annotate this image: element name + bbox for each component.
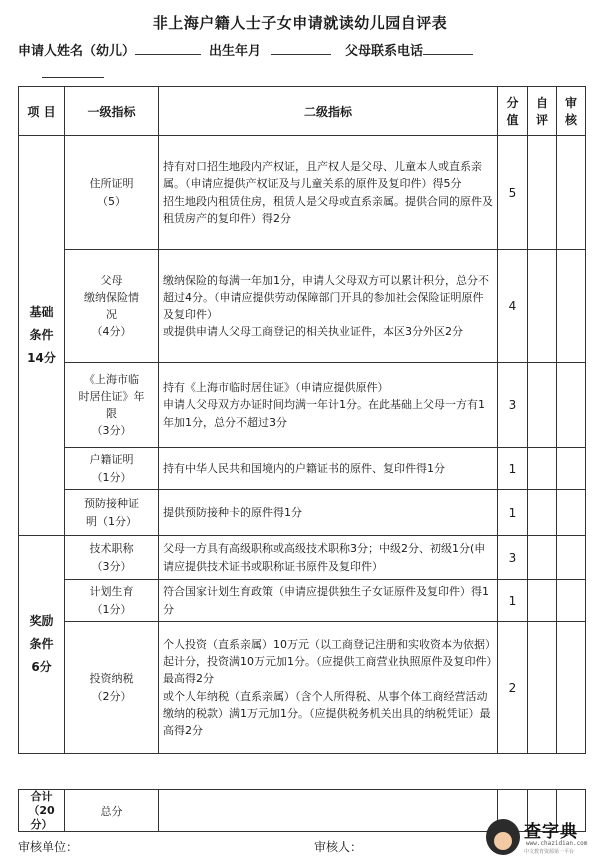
score-insurance: 4	[498, 250, 528, 363]
score-family-planning: 1	[498, 580, 528, 622]
self-eval-cell[interactable]	[528, 363, 557, 448]
header-self-eval: 自 评	[528, 87, 557, 136]
review-unit-label: 审核单位：	[18, 840, 79, 854]
self-eval-cell[interactable]	[528, 448, 557, 490]
level1-residence-proof: 住所证明 （5）	[65, 136, 159, 250]
table-row	[19, 490, 586, 536]
birth-date-label: 出生年月	[209, 44, 262, 59]
table-header-row	[19, 87, 586, 136]
review-cell[interactable]	[557, 363, 586, 448]
level2-temp-residence: 持有《上海市临时居住证》（申请应提供原件） 申请人父母双方办证时间均满一年计1分。在此基础上父母一方有1年加1分，总分不超过3分	[159, 363, 498, 448]
header-item: 项 目	[19, 87, 65, 136]
level2-residence-proof: 持有对口招生地段内产权证，且产权人是父母、儿童本人或直系亲属。（申请应提供产权证及与儿童关系的原件及复印件）得5分 招生地段内租赁住房，租赁人是父母或直系亲属。提供合同的原件及租赁房产的复印件）得2分	[159, 136, 498, 250]
review-cell[interactable]	[557, 136, 586, 250]
self-eval-cell[interactable]	[528, 490, 557, 536]
header-review: 审 核	[557, 87, 586, 136]
level2-family-planning: 符合国家计划生育政策（申请应提供独生子女证原件及复印件）得1分	[159, 580, 498, 622]
level1-family-planning: 计划生育 （1分）	[65, 580, 159, 622]
level1-investment-tax: 投资纳税 （2分）	[65, 622, 159, 754]
category-reward: 奖励 条件 6分	[19, 536, 65, 754]
watermark-site: www.chazidian.com	[526, 840, 588, 847]
review-cell[interactable]	[557, 250, 586, 363]
score-household-reg: 1	[498, 448, 528, 490]
level2-insurance: 缴纳保险的每满一年加1分，申请人父母双方可以累计积分，总分不超过4分。（申请应提供劳动保障部门开具的参加社会保险证明原件及复印件） 或提供申请人父母工商登记的相关执业证件，本区3分外区2分	[159, 250, 498, 363]
total-score-label: 总分	[65, 790, 159, 832]
watermark-tagline: 中文教育资源第一平台	[524, 849, 575, 855]
form-title: 非上海户籍人士子女申请就读幼儿园自评表	[152, 14, 448, 32]
score-residence-proof: 5	[498, 136, 528, 250]
level1-vaccination: 预防接种证 明（1分）	[65, 490, 159, 536]
level2-vaccination: 提供预防接种卡的原件得1分	[159, 490, 498, 536]
parent-phone-blank[interactable]	[423, 41, 473, 55]
score-vaccination: 1	[498, 490, 528, 536]
site-watermark-logo	[486, 813, 594, 859]
level2-household-reg: 持有中华人民共和国境内的户籍证书的原件、复印件得1分	[159, 448, 498, 490]
self-eval-cell[interactable]	[528, 580, 557, 622]
review-cell[interactable]	[557, 448, 586, 490]
applicant-info-line	[18, 40, 593, 59]
score-investment-tax: 2	[498, 622, 528, 754]
review-cell[interactable]	[557, 536, 586, 580]
header-level2: 二级指标	[159, 87, 498, 136]
review-cell[interactable]	[557, 490, 586, 536]
review-cell[interactable]	[557, 580, 586, 622]
applicant-name-blank[interactable]	[135, 41, 201, 55]
level1-insurance: 父母 缴纳保险情 况 （4分）	[65, 250, 159, 363]
total-score-value[interactable]	[159, 790, 498, 832]
self-eval-cell[interactable]	[528, 536, 557, 580]
review-cell[interactable]	[557, 622, 586, 754]
self-eval-cell[interactable]	[528, 136, 557, 250]
table-row	[19, 448, 586, 490]
watermark-brand: 查字典	[524, 822, 578, 842]
score-technical-title: 3	[498, 536, 528, 580]
score-temp-residence: 3	[498, 363, 528, 448]
table-row	[19, 363, 586, 448]
level1-technical-title: 技术职称 （3分）	[65, 536, 159, 580]
parent-phone-label: 父母联系电话	[345, 44, 424, 59]
level2-investment-tax: 个人投资（直系亲属）10万元（以工商登记注册和实收资本为依据）起计分，投资满10万元加1分。（应提供工商营业执照原件及复印件）最高得2分 或个人年纳税（直系亲属）（含个人所得税、从事个体工商经营活动缴纳的税款）满1万元加1分。（应提供税务机关出具的纳税凭证）最高得2分	[159, 622, 498, 754]
total-label: 合计 （20 分）	[19, 790, 65, 832]
parent-phone-blank-continued[interactable]	[42, 77, 104, 78]
birth-date-blank[interactable]	[271, 41, 331, 55]
level1-household-reg: 户籍证明 （1分）	[65, 448, 159, 490]
self-eval-cell[interactable]	[528, 250, 557, 363]
self-evaluation-table	[18, 86, 586, 754]
table-row	[19, 536, 586, 580]
level2-technical-title: 父母一方具有高级职称或高级技术职称3分；中级2分、初级1分(申请应提供技术证书或职称证书原件及复印件）	[159, 536, 498, 580]
header-score: 分 值	[498, 87, 528, 136]
table-row	[19, 622, 586, 754]
reviewer-label: 审核人：	[314, 840, 363, 854]
self-eval-cell[interactable]	[528, 622, 557, 754]
level1-temp-residence: 《上海市临 时居住证》年 限 （3分）	[65, 363, 159, 448]
table-row	[19, 136, 586, 250]
graduate-mascot-icon	[486, 819, 520, 855]
header-level1: 一级指标	[65, 87, 159, 136]
applicant-name-label: 申请人姓名（幼儿）	[18, 44, 136, 59]
table-row	[19, 580, 586, 622]
table-row	[19, 250, 586, 363]
category-basic: 基础 条件 14分	[19, 136, 65, 536]
